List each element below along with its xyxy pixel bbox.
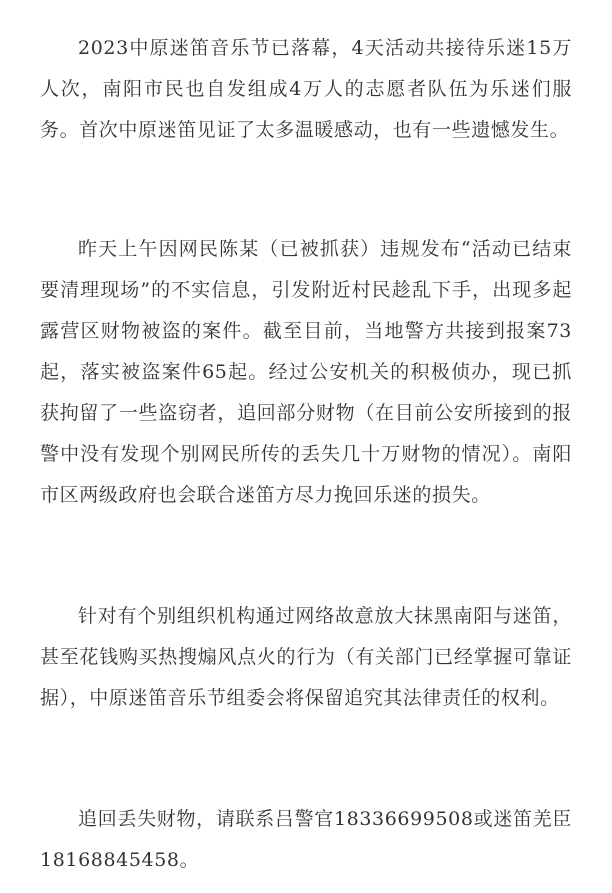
paragraph-legal-statement: 针对有个别组织机构通过网络故意放大抹黑南阳与迷笛，甚至花钱购买热搜煽风点火的行为（有关部门已经掌握可靠证据），中原迷笛音乐节组委会将保留追究其法律责任的权利。 xyxy=(40,605,572,709)
paragraph-contact-info: 追回丢失财物，请联系吕警官18336699508或迷笛羌臣 18168845458。 xyxy=(40,808,572,871)
paragraph-festival-summary: 2023中原迷笛音乐节已落幕，4天活动共接待乐迷15万人次，南阳市民也自发组成4万人的志愿者队伍为乐迷们服务。首次中原迷笛见证了太多温暖感动，也有一些遗憾发生。 xyxy=(40,37,572,141)
article-body xyxy=(40,0,572,881)
paragraph-theft-report: 昨天上午因网民陈某（已被抓获）违规发布“活动已结束要清理现场”的不实信息，引发附近村民趁乱下手，出现多起露营区财物被盗的案件。截至目前，当地警方共接到报案73起，落实被盗案件65起。经过公安机关的积极侦办，现已抓获拘留了一些盗窃者，追回部分财物（在目前公安所接到的报警中没有发现个别网民所传的丢失几十万财物的情况）。南阳市区两级政府也会联合迷笛方尽力挽回乐迷的损失。 xyxy=(40,238,572,506)
